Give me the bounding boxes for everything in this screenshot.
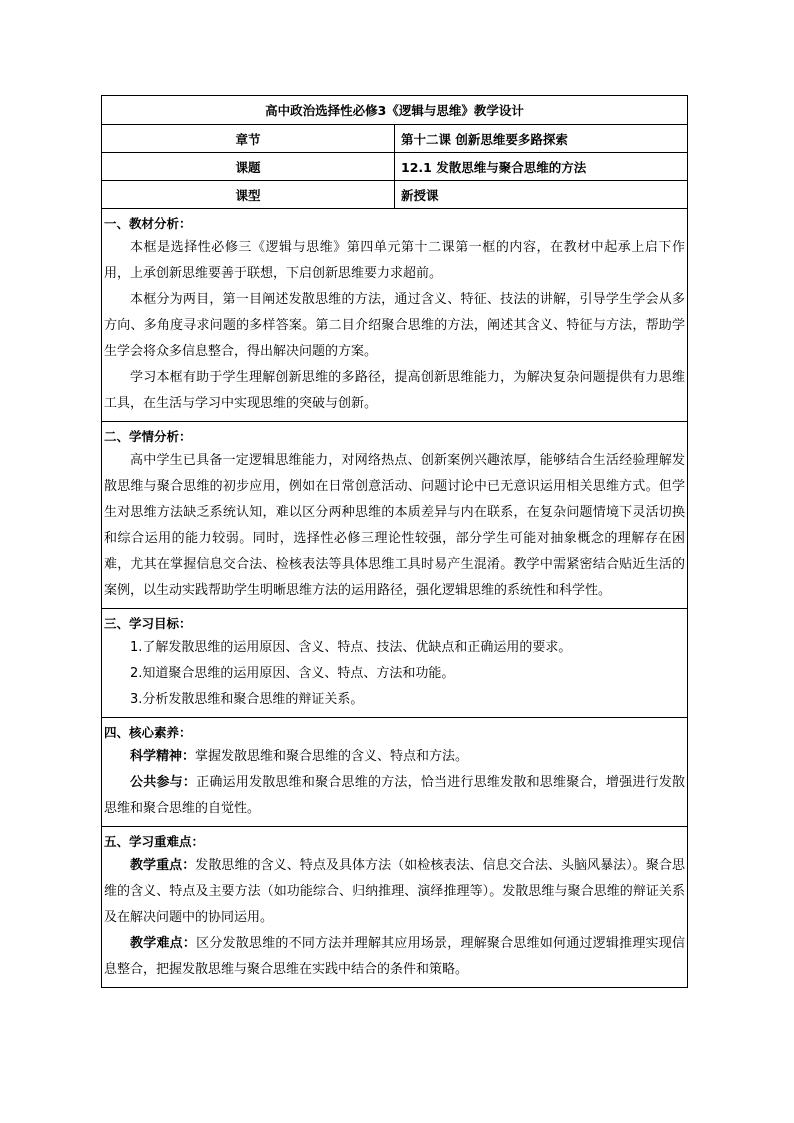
- section-key-difficult-points: [102, 827, 688, 988]
- entry-label: 教学难点：: [130, 936, 197, 951]
- entry-label: 教学重点：: [130, 858, 196, 873]
- objective-item: 3.分析发散思维和聚合思维的辩证关系。: [130, 692, 364, 707]
- meta-key-type: 课型: [102, 181, 395, 209]
- objective-item: 1.了解发散思维的运用原因、含义、特点、技法、优缺点和正确运用的要求。: [130, 640, 572, 655]
- meta-row-topic: [102, 153, 688, 181]
- section-cell: [102, 209, 688, 422]
- section-cell: [102, 609, 688, 718]
- difficult-point-entry: [104, 931, 685, 983]
- meta-value-topic: 12.1 发散思维与聚合思维的方法: [395, 153, 688, 181]
- entry-text: 发散思维的含义、特点及具体方法（如检核表法、信息交合法、头脑风暴法）。聚合思维的含义、特点及主要方法（如功能综合、归纳推理、演绎推理等）。发散思维与聚合思维的辩证关系及在解决问题中的协同运用。: [104, 858, 685, 925]
- paragraph: 高中学生已具备一定逻辑思维能力，对网络热点、创新案例兴趣浓厚，能够结合生活经验理解发散思维与聚合思维的初步应用，例如在日常创意活动、问题讨论中已无意识运用相关思维方式。但学生对思维方法缺乏系统认知，难以区分两种思维的本质差异与内在联系，在复杂问题情境下灵活切换和综合运用的能力较弱。同时，选择性必修三理论性较强，部分学生可能对抽象概念的理解存在困难，尤其在掌握信息交合法、检核表法等具体思维工具时易产生混淆。教学中需紧密结合贴近生活的案例，以生动实践帮助学生明晰思维方法的运用路径，强化逻辑思维的系统性和科学性。: [104, 453, 685, 598]
- section-learning-objectives: [102, 609, 688, 718]
- section-heading: 三、学习目标：: [104, 616, 192, 631]
- section-core-literacy: [102, 718, 688, 827]
- lesson-plan-table: [101, 95, 688, 988]
- paragraph: 本框分为两目，第一目阐述发散思维的方法，通过含义、特征、技法的讲解，引导学生学会从多方向、多角度寻求问题的多样答案。第二目介绍聚合思维的方法，阐述其含义、特征与方法，帮助学生学会将众多信息整合，得出解决问题的方案。: [104, 292, 685, 359]
- entry-label: 公共参与：: [130, 775, 197, 790]
- section-cell: [102, 422, 688, 609]
- paragraph: 本框是选择性必修三《逻辑与思维》第四单元第十二课第一框的内容，在教材中起承上启下作用，上承创新思维要善于联想，下启创新思维要力求超前。: [104, 240, 685, 281]
- meta-value-chapter: 第十二课 创新思维要多路探索: [395, 125, 688, 153]
- section-heading: 一、教材分析：: [104, 216, 192, 231]
- meta-row-type: [102, 181, 688, 209]
- literacy-entry: [104, 744, 685, 770]
- entry-text: 正确运用发散思维和聚合思维的方法，恰当进行思维发散和思维聚合，增强进行发散思维和聚合思维的自觉性。: [104, 775, 685, 816]
- entry-label: 科学精神：: [130, 749, 196, 764]
- section-learner-analysis: [102, 422, 688, 609]
- section-heading: 四、核心素养：: [104, 725, 192, 740]
- meta-key-chapter: 章节: [102, 125, 395, 153]
- entry-text: 区分发散思维的不同方法并理解其应用场景，理解聚合思维如何通过逻辑推理实现信息整合，把握发散思维与聚合思维在实践中结合的条件和策略。: [104, 936, 685, 977]
- meta-row-chapter: [102, 125, 688, 153]
- meta-key-topic: 课题: [102, 153, 395, 181]
- title-row: [102, 96, 688, 125]
- entry-text: 掌握发散思维和聚合思维的含义、特点和方法。: [195, 749, 469, 764]
- section-cell: [102, 827, 688, 988]
- key-point-entry: [104, 853, 685, 931]
- paragraph: 学习本框有助于学生理解创新思维的多路径，提高创新思维能力，为解决复杂问题提供有力思维工具，在生活与学习中实现思维的突破与创新。: [104, 370, 685, 411]
- section-cell: [102, 718, 688, 827]
- objective-item: 2.知道聚合思维的运用原因、含义、特点、方法和功能。: [130, 666, 455, 681]
- section-heading: 二、学情分析：: [104, 429, 192, 444]
- meta-value-type: 新授课: [395, 181, 688, 209]
- section-heading: 五、学习重难点：: [104, 834, 205, 849]
- lesson-plan-document: [101, 95, 688, 988]
- document-title: 高中政治选择性必修3《逻辑与思维》教学设计: [102, 96, 688, 125]
- literacy-entry: [104, 770, 685, 822]
- section-textbook-analysis: [102, 209, 688, 422]
